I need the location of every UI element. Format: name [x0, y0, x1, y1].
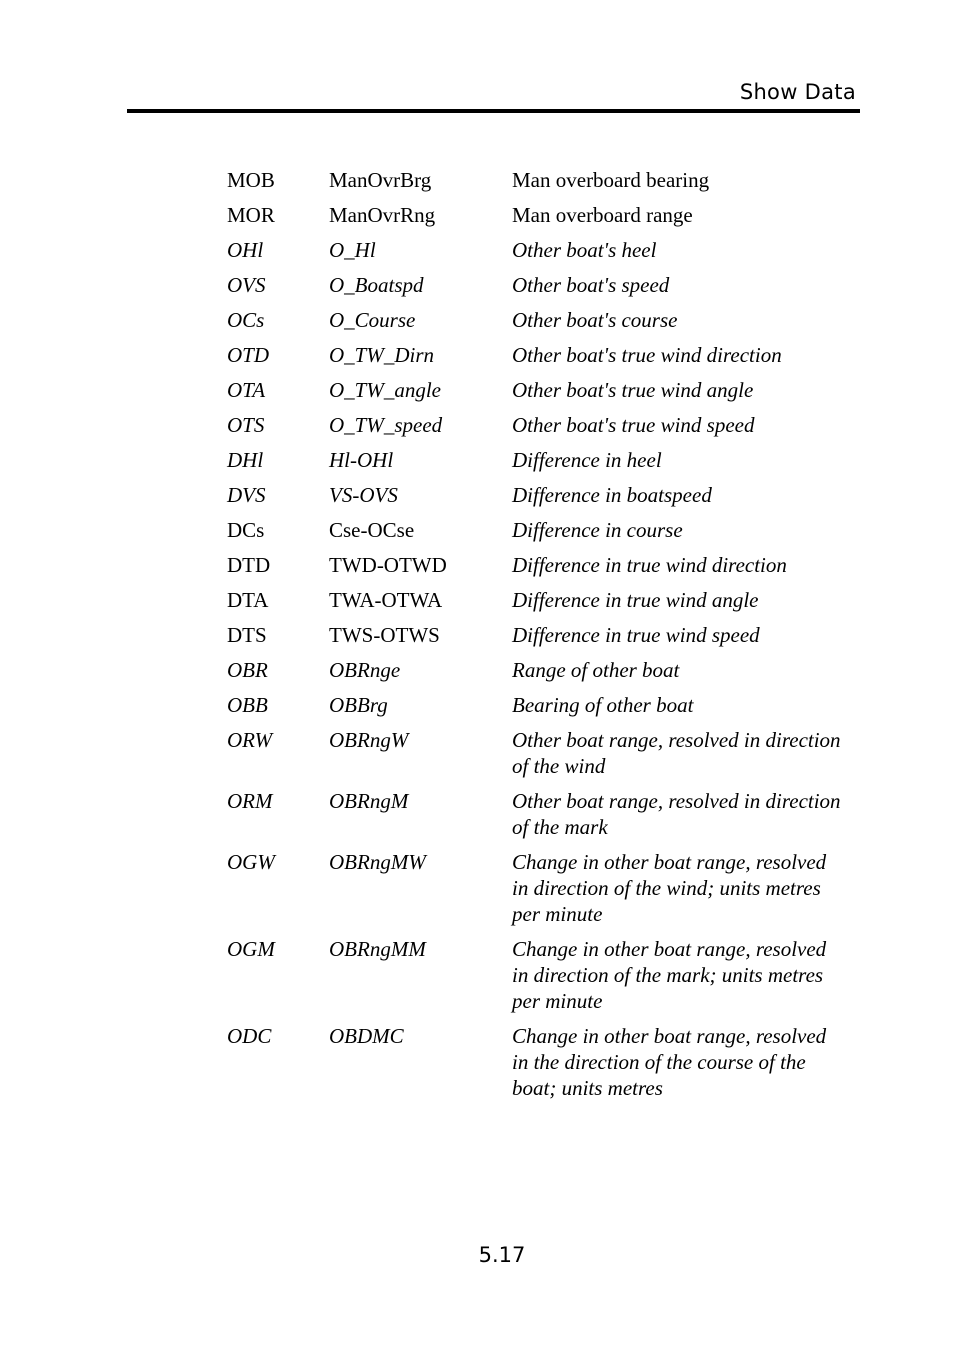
row-name: O_Course — [329, 308, 416, 332]
table-row — [227, 1023, 847, 1101]
row-description: Difference in heel — [512, 448, 662, 472]
table-row — [227, 936, 847, 1014]
row-description: Bearing of other boat — [512, 693, 694, 717]
table-row — [227, 342, 847, 368]
row-code: OHl — [227, 238, 264, 262]
row-code: DTS — [227, 623, 267, 647]
row-code: OTS — [227, 413, 265, 437]
row-description: Man overboard range — [512, 203, 693, 227]
table-row — [227, 447, 847, 473]
row-code: OGM — [227, 937, 275, 961]
table-row — [227, 202, 847, 228]
data-table — [227, 167, 847, 1110]
table-row — [227, 552, 847, 578]
table-row — [227, 237, 847, 263]
row-description: Other boat's true wind speed — [512, 413, 755, 437]
row-description: Man overboard bearing — [512, 168, 710, 192]
row-name: O_TW_speed — [329, 413, 443, 437]
header-rule — [127, 109, 860, 113]
row-name: O_TW_Dirn — [329, 343, 435, 367]
row-name: TWD-OTWD — [329, 553, 447, 577]
row-code: DHl — [227, 448, 264, 472]
row-name: O_Hl — [329, 238, 376, 262]
table-row — [227, 727, 847, 779]
row-name: ManOvrRng — [329, 203, 436, 227]
row-description: Difference in true wind direction — [512, 553, 787, 577]
row-description: Change in other boat range, resolved in direction of the wind; units metres per minute — [512, 850, 827, 926]
row-name: OBBrg — [329, 693, 388, 717]
row-name: ManOvrBrg — [329, 168, 432, 192]
row-description: Difference in course — [512, 518, 683, 542]
table-row — [227, 849, 847, 927]
table-row — [227, 272, 847, 298]
table-row — [227, 657, 847, 683]
row-description: Difference in true wind angle — [512, 588, 759, 612]
row-description: Change in other boat range, resolved in direction of the mark; units metres per minute — [512, 937, 827, 1013]
row-code: MOR — [227, 203, 275, 227]
row-description: Other boat's true wind angle — [512, 378, 754, 402]
table-row — [227, 622, 847, 648]
table-row — [227, 167, 847, 193]
table-row — [227, 517, 847, 543]
row-name: O_TW_angle — [329, 378, 441, 402]
table-row — [227, 412, 847, 438]
row-code: OTA — [227, 378, 266, 402]
row-description: Difference in boatspeed — [512, 483, 712, 507]
row-name: Cse-OCse — [329, 518, 415, 542]
row-name: Hl-OHl — [329, 448, 394, 472]
row-code: OVS — [227, 273, 266, 297]
row-name: OBRngM — [329, 789, 409, 813]
row-code: OGW — [227, 850, 275, 874]
row-code: ORM — [227, 789, 273, 813]
table-row — [227, 482, 847, 508]
row-code: DTD — [227, 553, 271, 577]
row-code: MOB — [227, 168, 275, 192]
row-name: TWS-OTWS — [329, 623, 440, 647]
row-name: OBRngMW — [329, 850, 426, 874]
table-row — [227, 692, 847, 718]
row-name: OBRngW — [329, 728, 409, 752]
row-description: Other boat's course — [512, 308, 678, 332]
row-code: OBR — [227, 658, 268, 682]
row-description: Other boat range, resolved in direction of the mark — [512, 789, 841, 839]
running-header: Show Data — [739, 80, 856, 104]
row-code: OCs — [227, 308, 265, 332]
row-description: Other boat's heel — [512, 238, 657, 262]
row-name: OBRnge — [329, 658, 401, 682]
row-description: Change in other boat range, resolved in the direction of the course of the boat; units metres — [512, 1024, 827, 1100]
row-code: DCs — [227, 518, 265, 542]
row-name: O_Boatspd — [329, 273, 424, 297]
row-name: OBDMC — [329, 1024, 404, 1048]
table-row — [227, 587, 847, 613]
row-name: OBRngMM — [329, 937, 426, 961]
row-name: VS-OVS — [329, 483, 398, 507]
row-description: Other boat's true wind direction — [512, 343, 782, 367]
page-number: 5.17 — [478, 1243, 526, 1267]
table-row — [227, 377, 847, 403]
row-description: Other boat's speed — [512, 273, 670, 297]
row-code: ODC — [227, 1024, 272, 1048]
row-code: ORW — [227, 728, 273, 752]
row-description: Range of other boat — [512, 658, 680, 682]
row-code: DTA — [227, 588, 269, 612]
row-description: Other boat range, resolved in direction of the wind — [512, 728, 841, 778]
row-code: DVS — [227, 483, 266, 507]
row-code: OBB — [227, 693, 268, 717]
row-code: OTD — [227, 343, 270, 367]
table-row — [227, 788, 847, 840]
row-name: TWA-OTWA — [329, 588, 443, 612]
table-row — [227, 307, 847, 333]
row-description: Difference in true wind speed — [512, 623, 760, 647]
